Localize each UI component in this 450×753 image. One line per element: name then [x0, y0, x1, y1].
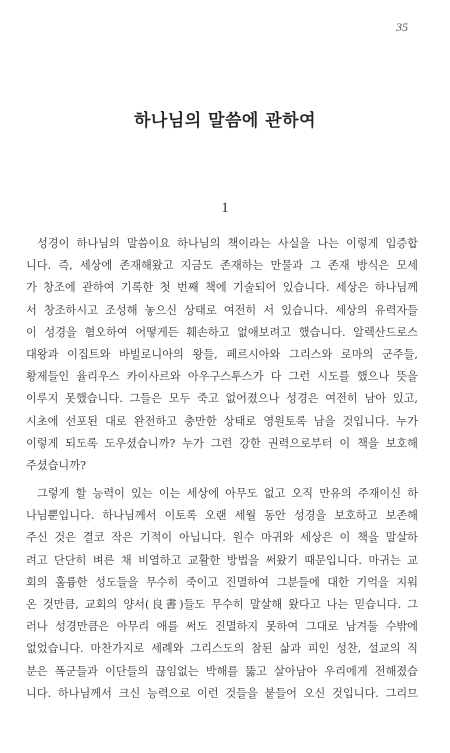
body-text: [26, 233, 418, 705]
text-line: 나님뿐입니다. 하나님께서 이토록 오랜 세월 동안 성경을 보호하고 보존해: [26, 509, 418, 523]
text-line: 니다. 즉, 세상에 존재해왔고 지금도 존재하는 만물과 그 존재 방식은 모세: [26, 259, 418, 273]
text-line: 성경이 하나님의 말씀이요 하나님의 책이라는 사실을 나는 이렇게 입증합: [37, 237, 418, 250]
paragraph-1: [26, 233, 418, 477]
text-line: 회의 훌륭한 성도들을 무수히 죽이고 진멸하여 그분들에 대한 기억을 지워: [26, 575, 418, 589]
section-number: 1: [221, 200, 229, 216]
text-line: 그렇게 할 능력이 있는 이는 세상에 아무도 없고 오직 만유의 주재이신 하: [37, 487, 418, 501]
text-line: 시초에 선포된 대로 완전하고 충만한 상태로 영원토록 남을 것입니다. 누가: [26, 414, 418, 428]
text-line: 없었습니다. 마찬가지로 세례와 그리스도의 참된 삶과 피인 성찬, 설교의 직: [26, 642, 418, 656]
text-line: 이렇게 되도록 도우셨습니까? 누가 그런 강한 권력으로부터 이 책을 보호해: [26, 436, 418, 450]
text-line: 주셨습니까?: [26, 458, 87, 472]
text-line: 황제들인 율리우스 카이사르와 아우구스투스가 다 그런 시도를 했으나 뜻을: [26, 370, 418, 384]
text-line: 가 창조에 관하여 기록한 첫 번째 책에 기술되어 있습니다. 세상은 하나님께: [26, 281, 418, 295]
page-number: 35: [396, 20, 408, 34]
text-line: 이루지 못했습니다. 그들은 모두 죽고 없어졌으나 성경은 여전히 남아 있고,: [26, 392, 418, 406]
paragraph-2: [26, 483, 418, 705]
text-line: 니다. 하나님께서 크신 능력으로 이런 것들을 붙들어 오신 것입니다. 그리므: [26, 686, 418, 700]
chapter-title: 하나님의 말씀에 관하여: [133, 111, 317, 131]
text-line: 러나 성경만큼은 아무리 애를 써도 진멸하지 못하여 그대로 남겨둘 수밖에: [26, 620, 418, 634]
text-line: 온 것만큼, 교회의 양서(良書)들도 무수히 말살해 왔다고 나는 믿습니다. 그: [26, 598, 418, 611]
text-line: 대왕과 이집트와 바빌로니아의 왕들, 페르시아와 그리스와 로마의 군주들,: [26, 347, 418, 361]
text-line: 주신 것은 결코 작은 기적이 아닙니다. 원수 마귀와 세상은 이 책을 말살하: [26, 531, 418, 545]
text-line: 이 성경을 혐오하여 어떻게든 훼손하고 없애보려고 했습니다. 알렉산드로스: [26, 325, 418, 339]
text-line: 분은 폭군들과 이단들의 끊임없는 박해를 뚫고 살아남아 우리에게 전해졌습: [26, 664, 418, 678]
text-line: 려고 단단히 벼른 채 비열하고 교활한 방법을 써왔기 때문입니다. 마귀는 교: [26, 553, 418, 567]
text-line: 서 창조하시고 조성해 놓으신 상태로 여전히 서 있습니다. 세상의 유력자들: [26, 303, 418, 317]
